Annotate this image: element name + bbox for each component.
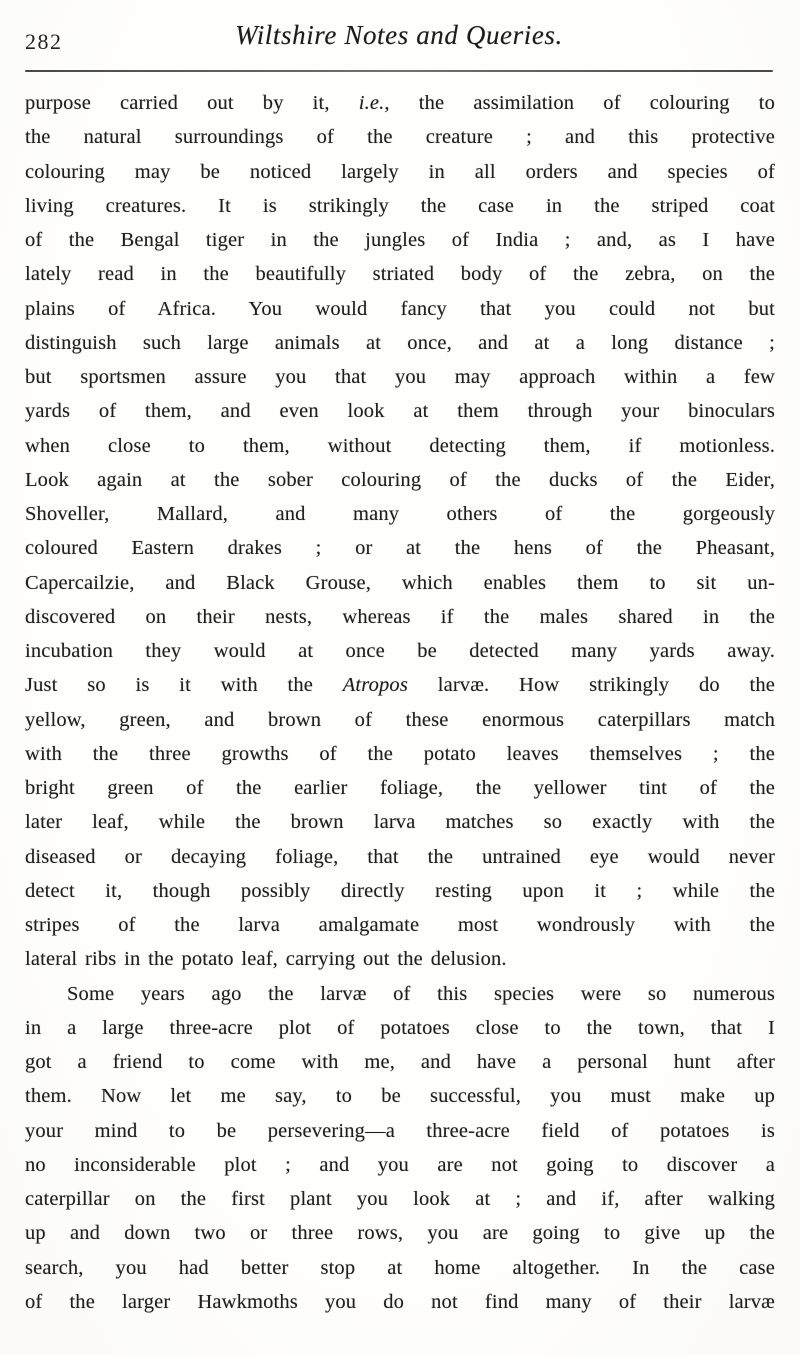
text-line <box>25 1182 775 1216</box>
running-title: Wiltshire Notes and Queries. <box>235 20 563 50</box>
text-line <box>25 600 775 634</box>
page-header <box>25 20 773 58</box>
text-segment: lately read in the beautifully striated body of the zebra, on the <box>25 263 775 286</box>
text-line <box>25 394 775 428</box>
text-segment: later leaf, while the brown larva matches so exactly with the <box>25 811 775 834</box>
text-segment: plains of Africa. You would fancy that you could not but <box>25 297 775 320</box>
text-line <box>25 1148 775 1182</box>
text-segment: diseased or decaying foliage, that the untrained eye would never <box>25 845 775 868</box>
text-segment: Look again at the sober colouring of the ducks of the Eider, <box>25 468 775 491</box>
text-line <box>25 86 775 120</box>
text-segment: colouring may be noticed largely in all orders and species of <box>25 160 775 183</box>
text-segment: with the three growths of the potato leaves themselves ; the <box>25 742 775 765</box>
text-line <box>25 703 775 737</box>
text-segment: Shoveller, Mallard, and many others of the gorgeously <box>25 503 775 525</box>
text-line <box>25 1079 775 1113</box>
text-line <box>25 429 775 463</box>
text-segment: incubation they would at once be detected many yards away. <box>25 640 775 662</box>
text-segment: got a friend to come with me, and have a personal hunt after <box>25 1051 775 1073</box>
text-segment: yellow, green, and brown of these enormous caterpillars match <box>25 708 775 731</box>
text-segment: caterpillar on the first plant you look at ; and if, after walking <box>25 1188 775 1210</box>
text-segment: of the larger Hawkmoths you do not find many of their larvæ <box>25 1290 775 1313</box>
text-segment: distinguish such large animals at once, and at a long distance ; <box>25 331 775 354</box>
text-segment: the natural surroundings of the creature ; and this protective <box>25 126 775 149</box>
text-line <box>25 805 775 839</box>
text-segment: bright green of the earlier foliage, the yellower tint of the <box>25 777 775 799</box>
text-line <box>25 1045 775 1079</box>
text-segment: Just so is it with the <box>25 674 343 697</box>
text-line <box>25 257 775 291</box>
text-line <box>25 840 775 874</box>
text-segment: living creatures. It is strikingly the case in the striped coat <box>25 194 775 217</box>
text-line <box>25 1285 775 1319</box>
page-number: 282 <box>25 29 63 54</box>
text-line <box>25 120 775 154</box>
text-line <box>25 1011 775 1045</box>
text-segment: your mind to be persevering—a three-acre field of potatoes is <box>25 1119 775 1142</box>
text-line <box>25 771 775 805</box>
text-segment: but sportsmen assure you that you may approach within a few <box>25 366 775 388</box>
italic-text-segment: Atropos <box>342 674 408 697</box>
text-line <box>25 531 775 565</box>
header-rule-divider <box>25 70 773 72</box>
text-segment: coloured Eastern drakes ; or at the hens of the Pheasant, <box>25 537 775 560</box>
text-segment: detect it, though possibly directly resting upon it ; while the <box>25 879 775 902</box>
text-body <box>25 86 775 1319</box>
text-line <box>25 223 775 257</box>
text-segment: larvæ. How strikingly do the <box>407 674 775 697</box>
text-line <box>25 189 775 223</box>
text-segment: discovered on their nests, whereas if the males shared in the <box>25 605 775 628</box>
text-segment: stripes of the larva amalgamate most wondrously with the <box>25 914 775 936</box>
text-segment: , the assimilation of colouring to <box>384 92 775 114</box>
text-segment: purpose carried out by it, <box>25 92 359 114</box>
text-line <box>25 1251 775 1285</box>
text-segment: in a large three-acre plot of potatoes close to the town, that I <box>25 1016 775 1039</box>
text-segment: no inconsiderable plot ; and you are not going to discover a <box>25 1153 775 1176</box>
text-line <box>25 1114 775 1148</box>
italic-text-segment: i.e. <box>358 92 385 114</box>
text-segment: of the Bengal tiger in the jungles of India ; and, as I have <box>25 229 775 251</box>
text-line <box>25 634 775 668</box>
text-segment: lateral ribs in the potato leaf, carrying out the delusion. <box>25 948 507 971</box>
text-line <box>25 942 775 976</box>
text-line <box>25 326 775 360</box>
text-segment: Some years ago the larvæ of this species were so numerous <box>67 982 775 1005</box>
text-segment: yards of them, and even look at them through your binoculars <box>25 400 775 423</box>
text-segment: Capercailzie, and Black Grouse, which enables them to sit un- <box>25 571 775 594</box>
text-line <box>25 463 775 497</box>
text-line <box>25 908 775 942</box>
text-segment: search, you had better stop at home altogether. In the case <box>25 1256 775 1279</box>
text-line <box>25 497 775 531</box>
text-segment: up and down two or three rows, you are going to give up the <box>25 1222 775 1245</box>
text-line <box>25 874 775 908</box>
text-line <box>25 566 775 600</box>
text-line <box>25 1216 775 1250</box>
text-line <box>25 155 775 189</box>
text-line <box>25 977 775 1011</box>
text-line <box>25 360 775 394</box>
text-segment: them. Now let me say, to be successful, you must make up <box>25 1085 775 1108</box>
text-segment: when close to them, without detecting them, if motionless. <box>25 434 775 457</box>
text-line <box>25 292 775 326</box>
text-line <box>25 668 775 702</box>
text-line <box>25 737 775 771</box>
